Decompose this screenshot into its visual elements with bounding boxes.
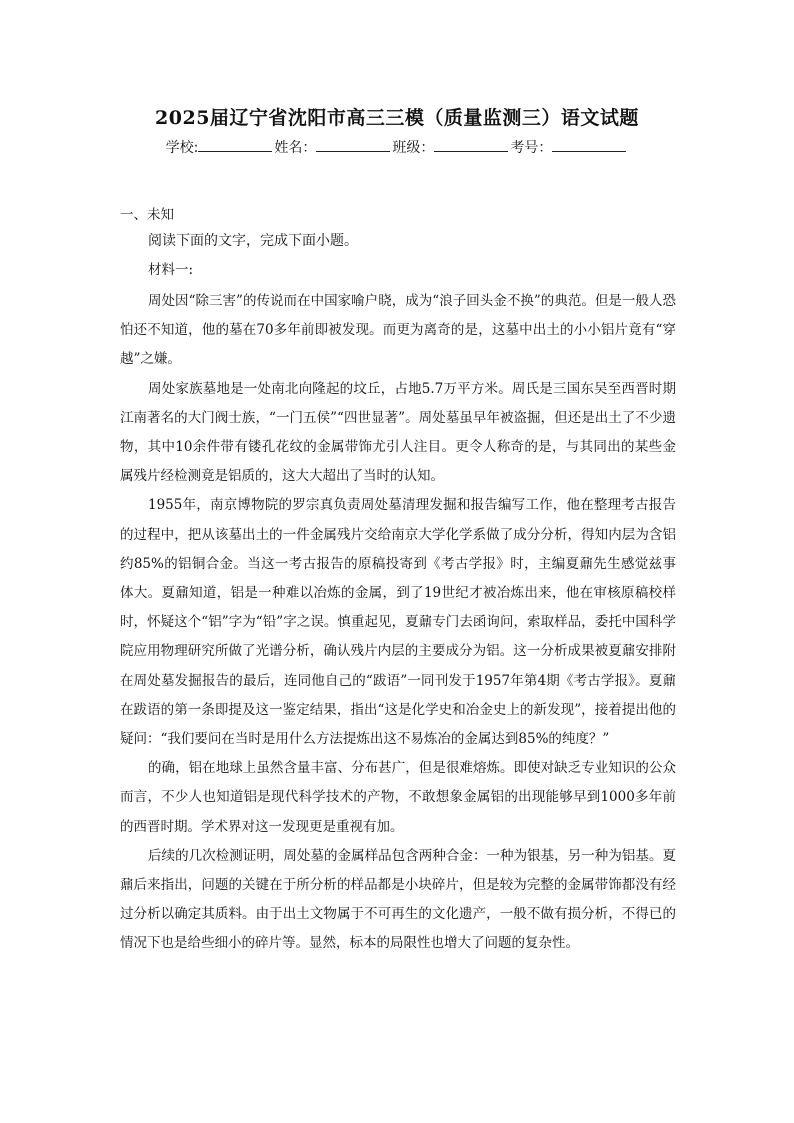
class-label: 班级：: [392, 140, 435, 156]
instruction-text: 阅读下面的文字，完成下面小题。: [148, 233, 358, 249]
exam-number-label: 考号：: [510, 140, 553, 156]
paragraph-3: 1955年，南京博物院的罗宗真负责周处墓清理发掘和报告编写工作，他在整理考古报告的过程中，把从该墓出土的一件金属残片交给南京大学化学系做了成分分析，得知内层为含铝约85%的铝铜合金。当这一考古报告的原稿投寄到《考古学报》时，主编夏鼐先生感觉兹事体大。夏鼐知道，铝是一种难以冶炼的金属，到了19世纪才被冶炼出来，他在审核原稿校样时，怀疑这个“铝”字为“铅”字之误。慎重起见，夏鼐专门去函询问，索取样品，委托中国科学院应用物理研究所做了光谱分析，确认残片内层的主要成分为铝。这一分析成果被夏鼐安排附在周处墓发掘报告的最后，连同他自己的“跋语”一同刊发于1957年第4期《考古学报》。夏鼐在跋语的第一条即提及这一鉴定结果，指出“这是化学史和冶金史上的新发现”，接着提出他的疑问：“我们要问在当时是用什么方法提炼出这不易炼冶的金属达到85%的纯度？”: [120, 497, 676, 748]
material-label: 材料一:: [148, 262, 194, 278]
student-info-fields: [0, 137, 794, 157]
school-label: 学校:: [165, 140, 199, 156]
paragraph-2: 周处家族墓地是一处南北向隆起的坟丘，占地5.7万平方米。周氏是三国东吴至西晋时期江南著名的大门阀士族，“一门五侯”“四世显著”。周处墓虽早年被盗掘，但还是出土了不少遗物，其中10余件带有镂孔花纹的金属带饰尤引人注目。更令人称奇的是，与其同出的某些金属残片经检测竟是铝质的，这大大超出了当时的认知。: [120, 380, 676, 485]
reading-passage: [120, 229, 676, 959]
page-title: 2025届辽宁省沈阳市高三三模（质量监测三）语文试题: [155, 107, 639, 129]
exam-number-blank: [552, 139, 626, 152]
class-blank: [434, 139, 508, 152]
name-label: 姓名：: [274, 140, 317, 156]
name-blank: [316, 139, 390, 152]
section-heading: 一、未知: [120, 207, 174, 223]
school-blank: [198, 139, 272, 152]
paragraph-1: 周处因“除三害”的传说而在中国家喻户晓，成为“浪子回头金不换”的典范。但是一般人恐怕还不知道，他的墓在70多年前即被发现。而更为离奇的是，这墓中出土的小小铝片竟有“穿越”之嫌。: [120, 293, 676, 368]
paragraph-4: 的确，铝在地球上虽然含量丰富、分布甚广，但是很难熔炼。即使对缺乏专业知识的公众而言，不少人也知道铝是现代科学技术的产物，不敢想象金属铝的出现能够早到1000多年前的西晋时期。学术界对这一发现更是重视有加。: [120, 760, 676, 835]
paragraph-5: 后续的几次检测证明，周处墓的金属样品包含两种合金：一种为银基，另一种为铝基。夏鼐后来指出，问题的关键在于所分析的样品都是小块碎片，但是较为完整的金属带饰都没有经过分析以确定其质料。由于出土文物属于不可再生的文化遗产，一般不做有损分析，不得已的情况下也是给些细小的碎片等。显然，标本的局限性也增大了问题的复杂性。: [120, 847, 676, 952]
